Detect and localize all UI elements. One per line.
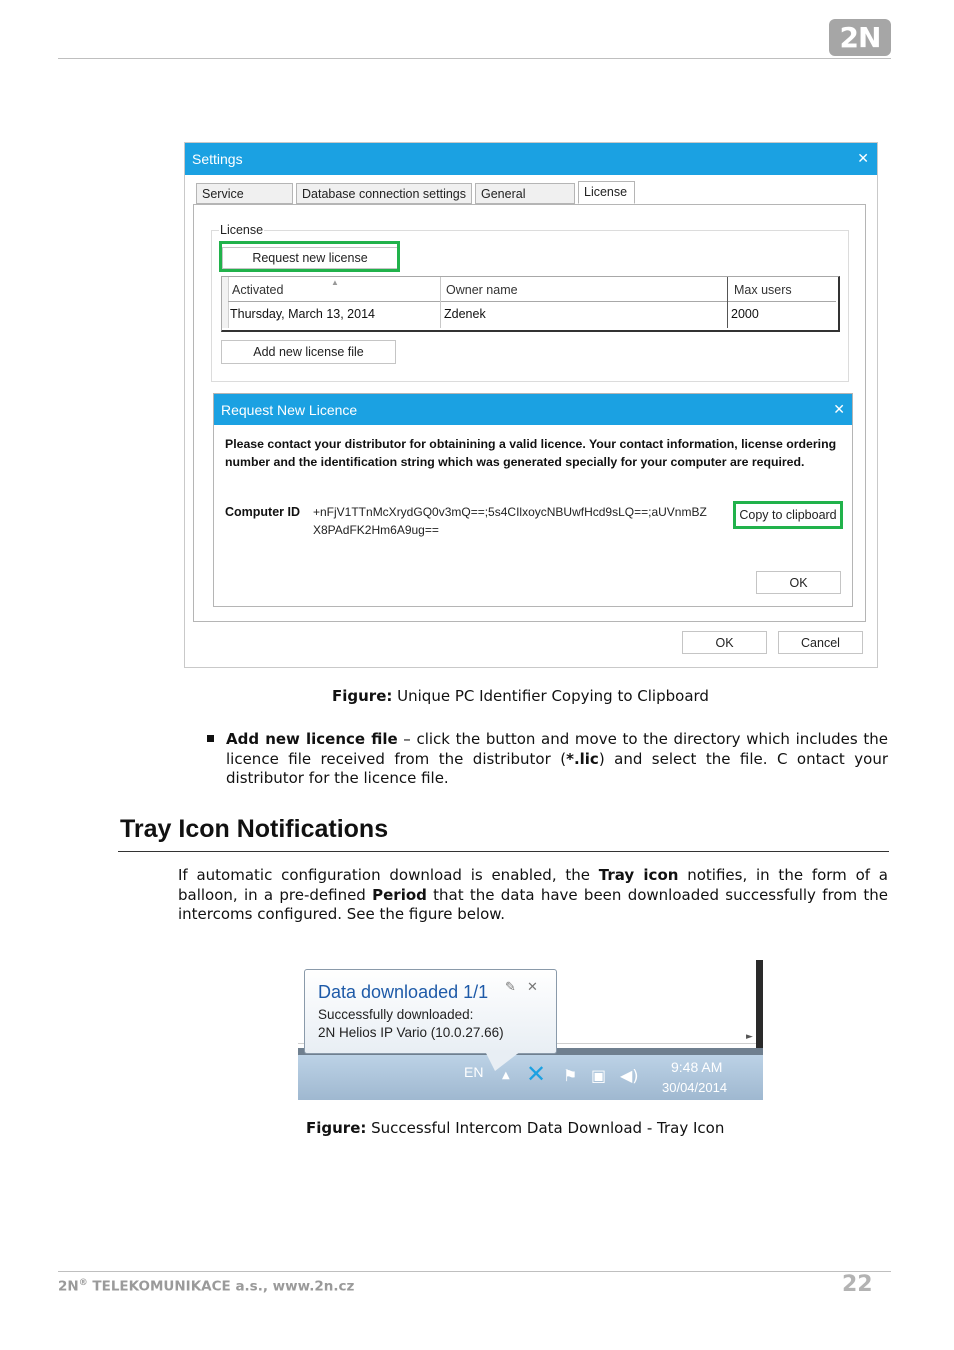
cancel-button[interactable]: Cancel [778, 631, 863, 654]
dialog-titlebar [214, 394, 852, 425]
add-new-license-file-button[interactable]: Add new license file [221, 340, 396, 364]
tab-service-settings[interactable]: Service [196, 183, 293, 204]
row-header [222, 277, 229, 328]
highlight-box [219, 241, 400, 272]
footer-brand: 2N® TELEKOMUNIKACE a.s., www.2n.cz [58, 1278, 355, 1295]
request-new-licence-dialog [213, 393, 853, 607]
column-header-owner-name[interactable]: Owner name [446, 277, 518, 301]
action-center-flag-icon[interactable]: ⚑ [563, 1066, 578, 1085]
balloon-pointer [485, 1051, 521, 1071]
section-heading: Tray Icon Notifications [120, 815, 389, 843]
heading-underline [118, 851, 889, 852]
network-icon[interactable]: ▣ [591, 1066, 607, 1085]
balloon-line: Successfully downloaded: [318, 1007, 474, 1022]
license-group-label: License [220, 223, 264, 237]
cell-max-users[interactable]: 2000 [731, 307, 759, 321]
highlight-box [733, 501, 843, 529]
license-grid [221, 276, 840, 332]
close-icon[interactable]: ✕ [833, 401, 845, 417]
computer-id-line: X8PAdFK2Hm6A9ug== [313, 522, 439, 537]
header-divider [58, 58, 891, 59]
clock-date[interactable]: 30/04/2014 [662, 1080, 728, 1095]
close-icon[interactable]: ✕ [857, 150, 869, 166]
ok-button[interactable]: OK [682, 631, 767, 654]
computer-id-label: Computer ID [225, 505, 300, 519]
tab-database-connection-settings[interactable]: Database connection settings [296, 183, 472, 204]
figure-caption: Figure: Successful Intercom Data Download - Tray Icon [306, 1119, 725, 1137]
settings-title: Settings [192, 151, 243, 167]
cell-activated[interactable]: Thursday, March 13, 2014 [230, 307, 375, 321]
clock-time[interactable]: 9:48 AM [671, 1059, 723, 1075]
column-separator [440, 277, 441, 328]
sort-arrow-icon: ▲ [331, 278, 339, 287]
balloon-line: 2N Helios IP Vario (10.0.27.66) [318, 1025, 504, 1040]
brand-logo: 2N [829, 19, 891, 56]
bullet-marker [207, 735, 214, 742]
tray-screenshot [298, 960, 763, 1100]
figure-caption: Figure: Unique PC Identifier Copying to Clipboard [332, 687, 709, 705]
tab-license[interactable]: License [578, 181, 635, 204]
balloon-title: Data downloaded 1/1 [318, 982, 489, 1002]
show-hidden-icons-icon[interactable]: ▲ [502, 1070, 510, 1081]
column-header-max-users[interactable]: Max users [734, 277, 792, 301]
dialog-ok-button[interactable]: OK [756, 571, 841, 594]
dialog-message: Please contact your distributor for obtainining a valid licence. Your contact information, license ordering number and the identification string which was generated specially for your computer are required. [225, 437, 837, 469]
tray-app-icon[interactable]: ✕ [526, 1060, 547, 1088]
close-icon[interactable]: ✕ [527, 980, 538, 995]
language-indicator[interactable]: EN [464, 1064, 484, 1080]
settings-titlebar [185, 143, 877, 175]
computer-id-value[interactable] [313, 504, 733, 539]
column-header-activated[interactable]: Activated [232, 277, 283, 301]
page-number: 22 [842, 1272, 873, 1297]
footer-divider [58, 1271, 891, 1272]
settings-window [184, 142, 878, 668]
cell-owner-name[interactable]: Zdenek [444, 307, 486, 321]
wrench-icon[interactable]: ✎ [505, 980, 516, 995]
scroll-right-icon[interactable]: ► [746, 1032, 753, 1042]
bullet-text: Add new licence file – click the button and move to the directory which includes the licence file received from the distributor (*.lic) and select the file. C ontact your distributor for the licence file. [226, 730, 888, 787]
tab-general-settings[interactable]: General [475, 183, 575, 204]
window-edge [756, 960, 763, 1055]
copy-to-clipboard-button[interactable]: Copy to clipboard [735, 504, 841, 528]
column-separator [727, 277, 728, 328]
dialog-title: Request New Licence [221, 402, 358, 418]
request-new-license-button[interactable]: Request new license [222, 247, 398, 269]
volume-icon[interactable]: ◀) [620, 1066, 639, 1085]
body-paragraph: If automatic configuration download is enabled, the Tray icon notifies, in the form of a balloon, in a pre-defined Period that the data have been downloaded successfully from the intercoms configured. See the figure below. [178, 866, 889, 923]
computer-id-line: +nFjV1TTnMcXrydGQ0v3mQ==;5s4CIlxoycNBUwfHcd9sLQ==;aUVnmBZ [313, 505, 707, 519]
